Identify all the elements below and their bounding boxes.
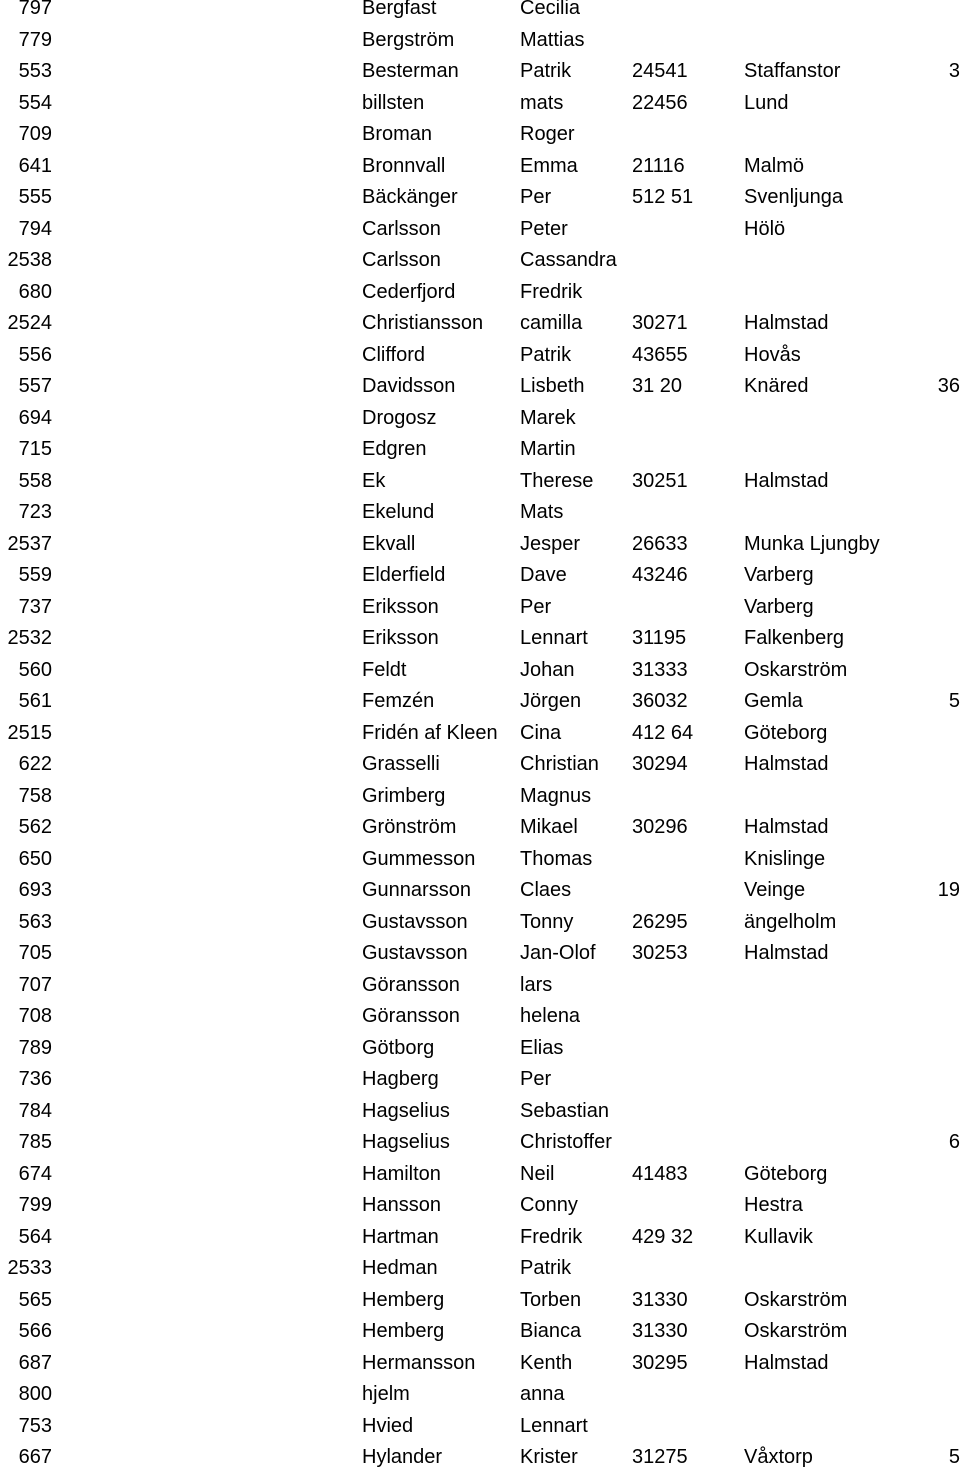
member-id-cell: 557 bbox=[18, 375, 52, 397]
first-name-cell: Martin bbox=[520, 438, 576, 460]
table-row bbox=[0, 907, 960, 939]
member-id-cell: 2532 bbox=[7, 627, 52, 649]
first-name-cell: Krister bbox=[520, 1446, 578, 1468]
last-name-cell: Davidsson bbox=[362, 375, 456, 397]
extra-value-cell bbox=[900, 529, 960, 561]
last-name-cell: Hagberg bbox=[362, 1068, 439, 1090]
member-id-cell: 799 bbox=[18, 1194, 52, 1216]
member-id-cell: 709 bbox=[18, 123, 52, 145]
last-name-cell: Grasselli bbox=[362, 753, 440, 775]
postal-code-cell: 30294 bbox=[632, 753, 688, 775]
postal-code-cell: 21116 bbox=[632, 154, 685, 177]
city-cell: Knäred bbox=[744, 375, 809, 397]
city-cell: ängelholm bbox=[744, 910, 837, 933]
member-id-cell: 650 bbox=[18, 847, 52, 870]
first-name-cell: Neil bbox=[520, 1162, 555, 1185]
extra-value-cell: 3 bbox=[948, 60, 960, 82]
last-name-cell: Elderfield bbox=[362, 564, 446, 586]
first-name-cell: Jesper bbox=[520, 532, 581, 555]
table-row bbox=[0, 466, 960, 498]
extra-value-cell bbox=[900, 1001, 960, 1033]
member-id-cell: 561 bbox=[18, 690, 52, 712]
extra-value-cell bbox=[900, 623, 960, 655]
last-name-cell: Besterman bbox=[362, 60, 459, 82]
last-name-cell: Göransson bbox=[362, 1005, 460, 1027]
city-cell: Halmstad bbox=[744, 312, 829, 334]
extra-value-cell bbox=[900, 907, 960, 939]
last-name-cell: Broman bbox=[362, 123, 433, 145]
table-row bbox=[0, 623, 960, 655]
last-name-cell: Hansson bbox=[362, 1194, 441, 1216]
extra-value-cell bbox=[900, 1253, 960, 1285]
extra-value-cell bbox=[900, 214, 960, 246]
extra-value-cell bbox=[900, 1096, 960, 1128]
extra-value-cell bbox=[900, 497, 960, 529]
member-id-cell: 562 bbox=[18, 816, 52, 838]
member-id-cell: 563 bbox=[18, 910, 52, 933]
first-name-cell: Marek bbox=[520, 406, 576, 429]
table-row bbox=[0, 371, 960, 403]
first-name-cell: camilla bbox=[520, 312, 583, 334]
member-id-cell: 784 bbox=[18, 1099, 52, 1122]
city-cell: Halmstad bbox=[744, 753, 829, 775]
table-row bbox=[0, 844, 960, 876]
last-name-cell: hjelm bbox=[362, 1383, 410, 1405]
extra-value-cell bbox=[900, 151, 960, 183]
last-name-cell: Drogosz bbox=[362, 406, 437, 429]
postal-code-cell: 512 51 bbox=[632, 186, 694, 208]
extra-value-cell bbox=[900, 1285, 960, 1317]
extra-value-cell bbox=[900, 970, 960, 1002]
first-name-cell: Mattias bbox=[520, 28, 585, 51]
table-row bbox=[0, 1064, 960, 1096]
last-name-cell: Gustavsson bbox=[362, 942, 468, 964]
last-name-cell: billsten bbox=[362, 91, 425, 114]
table-row bbox=[0, 812, 960, 844]
first-name-cell: Jörgen bbox=[520, 690, 582, 712]
extra-value-cell bbox=[900, 119, 960, 151]
first-name-cell: Per bbox=[520, 595, 552, 618]
first-name-cell: Tonny bbox=[520, 910, 574, 933]
table-row bbox=[0, 749, 960, 781]
last-name-cell: Hamilton bbox=[362, 1162, 441, 1185]
postal-code-cell: 31 20 bbox=[632, 375, 683, 397]
last-name-cell: Feldt bbox=[362, 658, 407, 681]
table-row bbox=[0, 1442, 960, 1474]
extra-value-cell bbox=[900, 1064, 960, 1096]
table-row bbox=[0, 1285, 960, 1317]
extra-value-cell bbox=[900, 277, 960, 309]
member-id-cell: 565 bbox=[18, 1288, 52, 1311]
last-name-cell: Cederfjord bbox=[362, 280, 456, 303]
last-name-cell: Femzén bbox=[362, 690, 435, 712]
first-name-cell: Sebastian bbox=[520, 1099, 609, 1122]
table-row bbox=[0, 214, 960, 246]
member-id-cell: 797 bbox=[18, 0, 52, 19]
extra-value-cell bbox=[900, 1159, 960, 1191]
city-cell: Oskarström bbox=[744, 1288, 848, 1311]
table-row bbox=[0, 1379, 960, 1411]
postal-code-cell: 41483 bbox=[632, 1162, 688, 1185]
first-name-cell: Kenth bbox=[520, 1351, 573, 1374]
table-row bbox=[0, 25, 960, 57]
member-id-cell: 705 bbox=[18, 942, 52, 964]
table-row bbox=[0, 1253, 960, 1285]
city-cell: Knislinge bbox=[744, 847, 826, 870]
last-name-cell: Hemberg bbox=[362, 1320, 445, 1342]
first-name-cell: Per bbox=[520, 186, 552, 208]
extra-value-cell bbox=[900, 592, 960, 624]
member-id-cell: 707 bbox=[18, 973, 52, 996]
extra-value-cell bbox=[900, 1316, 960, 1348]
member-id-cell: 723 bbox=[18, 501, 52, 523]
first-name-cell: Fredrik bbox=[520, 1225, 583, 1248]
table-row bbox=[0, 529, 960, 561]
city-cell: Staffanstor bbox=[744, 60, 841, 82]
city-cell: Gemla bbox=[744, 690, 803, 712]
first-name-cell: Roger bbox=[520, 123, 575, 145]
extra-value-cell bbox=[900, 434, 960, 466]
last-name-cell: Hermansson bbox=[362, 1351, 476, 1374]
postal-code-cell: 30271 bbox=[632, 312, 688, 334]
postal-code-cell: 26295 bbox=[632, 910, 688, 933]
member-id-cell: 779 bbox=[18, 28, 52, 51]
last-name-cell: Christiansson bbox=[362, 312, 484, 334]
first-name-cell: Fredrik bbox=[520, 280, 583, 303]
extra-value-cell: 5 bbox=[948, 690, 960, 712]
city-cell: Oskarström bbox=[744, 1320, 848, 1342]
last-name-cell: Hvied bbox=[362, 1414, 414, 1437]
postal-code-cell: 412 64 bbox=[632, 721, 694, 744]
member-id-cell: 560 bbox=[18, 658, 52, 681]
last-name-cell: Edgren bbox=[362, 438, 427, 460]
table-row bbox=[0, 182, 960, 214]
member-id-cell: 556 bbox=[18, 343, 52, 366]
table-row bbox=[0, 1127, 960, 1159]
city-cell: Varberg bbox=[744, 595, 814, 618]
table-row bbox=[0, 1033, 960, 1065]
extra-value-cell: 6 bbox=[948, 1131, 960, 1153]
extra-value-cell bbox=[900, 938, 960, 970]
first-name-cell: Bianca bbox=[520, 1320, 582, 1342]
first-name-cell: Conny bbox=[520, 1194, 578, 1216]
last-name-cell: Bäckänger bbox=[362, 186, 458, 208]
first-name-cell: Lisbeth bbox=[520, 375, 585, 397]
table-row bbox=[0, 970, 960, 1002]
first-name-cell: lars bbox=[520, 973, 553, 996]
table-row bbox=[0, 781, 960, 813]
member-id-cell: 667 bbox=[18, 1446, 52, 1468]
member-id-cell: 687 bbox=[18, 1351, 52, 1374]
member-id-cell: 555 bbox=[18, 186, 52, 208]
last-name-cell: Ekelund bbox=[362, 501, 435, 523]
table-row bbox=[0, 1316, 960, 1348]
table-row bbox=[0, 497, 960, 529]
city-cell: Svenljunga bbox=[744, 186, 843, 208]
last-name-cell: Hemberg bbox=[362, 1288, 445, 1311]
table-row bbox=[0, 592, 960, 624]
first-name-cell: Mats bbox=[520, 501, 564, 523]
first-name-cell: Peter bbox=[520, 217, 568, 240]
postal-code-cell: 30251 bbox=[632, 469, 688, 492]
extra-value-cell bbox=[900, 1348, 960, 1380]
table-row bbox=[0, 1159, 960, 1191]
member-id-cell: 553 bbox=[18, 60, 52, 82]
last-name-cell: Clifford bbox=[362, 343, 425, 366]
city-cell: Våxtorp bbox=[744, 1446, 813, 1468]
table-row bbox=[0, 340, 960, 372]
last-name-cell: Carlsson bbox=[362, 249, 441, 271]
last-name-cell: Ek bbox=[362, 469, 386, 492]
member-id-cell: 2524 bbox=[7, 312, 52, 334]
first-name-cell: Lennart bbox=[520, 1414, 588, 1437]
first-name-cell: Jan-Olof bbox=[520, 942, 596, 964]
city-cell: Halmstad bbox=[744, 942, 829, 964]
first-name-cell: Claes bbox=[520, 879, 572, 901]
extra-value-cell: 5 bbox=[948, 1446, 960, 1468]
first-name-cell: Lennart bbox=[520, 627, 588, 649]
member-id-cell: 708 bbox=[18, 1005, 52, 1027]
first-name-cell: Cina bbox=[520, 721, 562, 744]
table-row bbox=[0, 1190, 960, 1222]
first-name-cell: Johan bbox=[520, 658, 575, 681]
member-id-cell: 736 bbox=[18, 1068, 52, 1090]
member-id-cell: 758 bbox=[18, 784, 52, 807]
extra-value-cell bbox=[900, 1411, 960, 1443]
last-name-cell: Göransson bbox=[362, 973, 460, 996]
table-row bbox=[0, 1222, 960, 1254]
table-row bbox=[0, 560, 960, 592]
city-cell: Varberg bbox=[744, 564, 814, 586]
city-cell: Falkenberg bbox=[744, 627, 845, 649]
table-row bbox=[0, 1348, 960, 1380]
table-row bbox=[0, 151, 960, 183]
member-id-cell: 2537 bbox=[7, 532, 52, 555]
first-name-cell: Magnus bbox=[520, 784, 592, 807]
last-name-cell: Gunnarsson bbox=[362, 879, 471, 901]
extra-value-cell: 36 bbox=[937, 375, 960, 397]
table-row bbox=[0, 686, 960, 718]
city-cell: Kullavik bbox=[744, 1225, 813, 1248]
first-name-cell: Torben bbox=[520, 1288, 582, 1311]
first-name-cell: Patrik bbox=[520, 343, 572, 366]
table-row bbox=[0, 1001, 960, 1033]
city-cell: Hovås bbox=[744, 343, 801, 366]
table-row bbox=[0, 0, 960, 25]
first-name-cell: Elias bbox=[520, 1036, 564, 1059]
last-name-cell: Eriksson bbox=[362, 595, 439, 618]
first-name-cell: Cassandra bbox=[520, 249, 617, 271]
member-id-cell: 753 bbox=[18, 1414, 52, 1437]
first-name-cell: Christian bbox=[520, 753, 599, 775]
postal-code-cell: 31330 bbox=[632, 1320, 688, 1342]
extra-value-cell bbox=[900, 466, 960, 498]
table-row bbox=[0, 119, 960, 151]
first-name-cell: Patrik bbox=[520, 60, 572, 82]
extra-value-cell bbox=[900, 749, 960, 781]
city-cell: Lund bbox=[744, 91, 789, 114]
city-cell: Hölö bbox=[744, 217, 786, 240]
member-id-cell: 794 bbox=[18, 217, 52, 240]
first-name-cell: Mikael bbox=[520, 816, 578, 838]
last-name-cell: Gustavsson bbox=[362, 910, 468, 933]
last-name-cell: Grimberg bbox=[362, 784, 446, 807]
member-id-cell: 737 bbox=[18, 595, 52, 618]
member-id-cell: 564 bbox=[18, 1225, 52, 1248]
member-id-cell: 715 bbox=[18, 438, 52, 460]
extra-value-cell bbox=[900, 1379, 960, 1411]
extra-value-cell: 19 bbox=[937, 879, 960, 901]
postal-code-cell: 31330 bbox=[632, 1288, 688, 1311]
table-row bbox=[0, 718, 960, 750]
member-id-cell: 558 bbox=[18, 469, 52, 492]
city-cell: Veinge bbox=[744, 879, 806, 901]
member-id-cell: 785 bbox=[18, 1131, 52, 1153]
table-row bbox=[0, 403, 960, 435]
postal-code-cell: 31275 bbox=[632, 1446, 688, 1468]
postal-code-cell: 30296 bbox=[632, 816, 688, 838]
member-id-cell: 2533 bbox=[7, 1257, 52, 1279]
first-name-cell: helena bbox=[520, 1005, 581, 1027]
postal-code-cell: 429 32 bbox=[632, 1225, 694, 1248]
city-cell: Hestra bbox=[744, 1194, 803, 1216]
city-cell: Oskarström bbox=[744, 658, 848, 681]
member-id-cell: 566 bbox=[18, 1320, 52, 1342]
extra-value-cell bbox=[900, 1222, 960, 1254]
member-id-cell: 559 bbox=[18, 564, 52, 586]
first-name-cell: Per bbox=[520, 1068, 552, 1090]
city-cell: Göteborg bbox=[744, 1162, 828, 1185]
first-name-cell: mats bbox=[520, 91, 564, 114]
member-id-cell: 680 bbox=[18, 280, 52, 303]
last-name-cell: Eriksson bbox=[362, 627, 439, 649]
postal-code-cell: 31195 bbox=[632, 627, 687, 649]
postal-code-cell: 43655 bbox=[632, 343, 688, 366]
last-name-cell: Hylander bbox=[362, 1446, 443, 1468]
postal-code-cell: 30295 bbox=[632, 1351, 688, 1374]
table-row bbox=[0, 1411, 960, 1443]
first-name-cell: Dave bbox=[520, 564, 567, 586]
extra-value-cell bbox=[900, 403, 960, 435]
table-row bbox=[0, 875, 960, 907]
first-name-cell: Thomas bbox=[520, 847, 593, 870]
member-id-cell: 674 bbox=[18, 1162, 52, 1185]
extra-value-cell bbox=[900, 718, 960, 750]
member-id-cell: 694 bbox=[18, 406, 52, 429]
extra-value-cell bbox=[900, 1033, 960, 1065]
last-name-cell: Fridén af Kleen bbox=[362, 721, 498, 744]
city-cell: Malmö bbox=[744, 154, 805, 177]
table-row bbox=[0, 245, 960, 277]
first-name-cell: Christoffer bbox=[520, 1131, 612, 1153]
member-id-cell: 800 bbox=[18, 1383, 52, 1405]
table-row bbox=[0, 938, 960, 970]
extra-value-cell bbox=[900, 308, 960, 340]
last-name-cell: Hagselius bbox=[362, 1131, 450, 1153]
table-row bbox=[0, 88, 960, 120]
last-name-cell: Gummesson bbox=[362, 847, 476, 870]
extra-value-cell bbox=[900, 560, 960, 592]
extra-value-cell bbox=[900, 25, 960, 57]
last-name-cell: Bronnvall bbox=[362, 154, 446, 177]
first-name-cell: Cecilia bbox=[520, 0, 581, 19]
table-row bbox=[0, 655, 960, 687]
last-name-cell: Carlsson bbox=[362, 217, 441, 240]
postal-code-cell: 36032 bbox=[632, 690, 688, 712]
last-name-cell: Hedman bbox=[362, 1257, 438, 1279]
last-name-cell: Hartman bbox=[362, 1225, 439, 1248]
postal-code-cell: 31333 bbox=[632, 658, 688, 681]
city-cell: Göteborg bbox=[744, 721, 828, 744]
table-row bbox=[0, 308, 960, 340]
extra-value-cell bbox=[900, 245, 960, 277]
first-name-cell: Emma bbox=[520, 154, 578, 177]
member-id-cell: 641 bbox=[18, 154, 52, 177]
last-name-cell: Bergström bbox=[362, 28, 455, 51]
member-id-cell: 622 bbox=[18, 753, 52, 775]
member-id-cell: 2538 bbox=[7, 249, 52, 271]
extra-value-cell bbox=[900, 340, 960, 372]
member-id-cell: 693 bbox=[18, 879, 52, 901]
extra-value-cell bbox=[900, 1190, 960, 1222]
last-name-cell: Grönström bbox=[362, 816, 457, 838]
table-row bbox=[0, 277, 960, 309]
last-name-cell: Götborg bbox=[362, 1036, 435, 1059]
city-cell: Munka Ljungby bbox=[744, 532, 880, 555]
postal-code-cell: 43246 bbox=[632, 564, 688, 586]
first-name-cell: Patrik bbox=[520, 1257, 572, 1279]
member-id-cell: 2515 bbox=[7, 721, 52, 744]
extra-value-cell bbox=[900, 812, 960, 844]
first-name-cell: anna bbox=[520, 1383, 565, 1405]
city-cell: Halmstad bbox=[744, 1351, 829, 1374]
last-name-cell: Bergfast bbox=[362, 0, 437, 19]
table-row bbox=[0, 1096, 960, 1128]
city-cell: Halmstad bbox=[744, 816, 829, 838]
postal-code-cell: 26633 bbox=[632, 532, 688, 555]
extra-value-cell bbox=[900, 844, 960, 876]
postal-code-cell: 22456 bbox=[632, 91, 688, 114]
extra-value-cell bbox=[900, 781, 960, 813]
city-cell: Halmstad bbox=[744, 469, 829, 492]
extra-value-cell bbox=[900, 88, 960, 120]
extra-value-cell bbox=[900, 655, 960, 687]
last-name-cell: Hagselius bbox=[362, 1099, 450, 1122]
extra-value-cell bbox=[900, 0, 960, 25]
postal-code-cell: 30253 bbox=[632, 942, 688, 964]
first-name-cell: Therese bbox=[520, 469, 594, 492]
member-id-cell: 789 bbox=[18, 1036, 52, 1059]
extra-value-cell bbox=[900, 182, 960, 214]
member-id-cell: 554 bbox=[18, 91, 52, 114]
table-row bbox=[0, 434, 960, 466]
postal-code-cell: 24541 bbox=[632, 60, 688, 82]
last-name-cell: Ekvall bbox=[362, 532, 416, 555]
table-row bbox=[0, 56, 960, 88]
